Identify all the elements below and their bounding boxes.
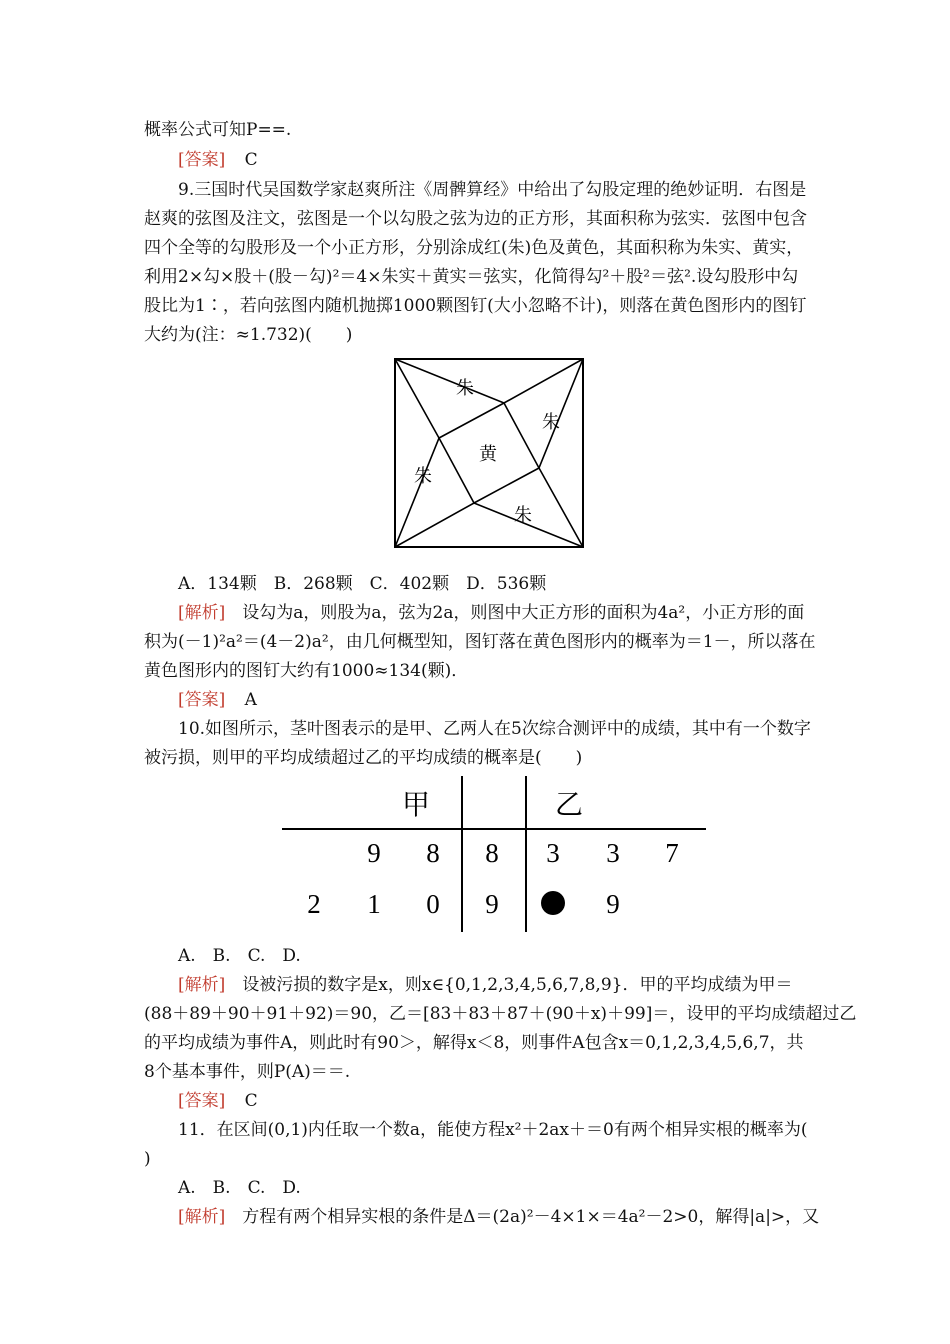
yi-leaf: 7 (665, 838, 679, 868)
xian-tu-diagram (394, 358, 584, 548)
jia-leaf: 9 (367, 838, 381, 868)
yi-leaf: 3 (546, 838, 560, 868)
solution-text: 方程有两个相异实根的条件是Δ＝(2a)²－4×1×＝4a²－2>0，解得|a|>，又 (225, 1207, 820, 1227)
solution-10-line: (88＋89＋90＋91＋92)＝90，乙＝[83＋83＋87＋(90＋x)＋99]＝，设甲的平均成绩超过乙 (144, 1004, 857, 1024)
yi-leaf: 9 (606, 889, 620, 919)
question-9-line: 利用2×勾×股＋(股－勾)²＝4×朱实＋黄实＝弦实，化简得勾²＋股²＝弦².设勾股形中勾 (144, 267, 799, 287)
answer-tag: [答案] (178, 690, 226, 710)
solution-10-line: 的平均成绩为事件A，则此时有90＞，解得x＜8，则事件A包含x＝0,1,2,3,4,5,6,7，共 (144, 1033, 804, 1053)
question-9-options: A．134颗 B．268颗 C．402颗 D．536颗 (178, 574, 547, 594)
question-11-line: ) (144, 1149, 151, 1169)
solution-10-line (178, 973, 792, 997)
solution-9-line (178, 601, 804, 625)
label-zhu-right: 朱 (542, 412, 560, 433)
text-line: 概率公式可知P==. (144, 120, 292, 140)
question-9-line: 9.三国时代吴国数学家赵爽所注《周髀算经》中给出了勾股定理的绝妙证明．右图是 (178, 180, 807, 200)
answer-value: C (244, 150, 258, 170)
solution-text: 设勾为a，则股为a，弦为2a，则图中大正方形的面积为4a²，小正方形的面 (225, 603, 805, 623)
jia-leaf: 2 (307, 889, 321, 919)
stem-value: 9 (485, 889, 499, 919)
question-10-line: 被污损，则甲的平均成绩超过乙的平均成绩的概率是( ) (144, 748, 583, 768)
question-10-line: 10.如图所示，茎叶图表示的是甲、乙两人在5次综合测评中的成绩，其中有一个数字 (178, 719, 811, 739)
solution-9-line: 积为(－1)²a²＝(4－2)a²，由几何概型知，图钉落在黄色图形内的概率为＝1－，所以落在 (144, 632, 816, 652)
solution-10-line: 8个基本事件，则P(A)＝＝. (144, 1062, 351, 1082)
solution-tag: [解析] (178, 1207, 226, 1227)
question-10-options: A. B. C. D. (178, 946, 301, 966)
solution-text: 设被污损的数字是x，则x∈{0,1,2,3,4,5,6,7,8,9}．甲的平均成绩为甲＝ (225, 975, 793, 995)
jia-leaf: 0 (426, 889, 440, 919)
answer-line (178, 688, 257, 712)
stem-value: 8 (485, 838, 499, 868)
question-11-line: 11．在区间(0,1)内任取一个数a，能使方程x²＋2ax＋＝0有两个相异实根的概率为( (178, 1120, 808, 1140)
header-yi: 乙 (554, 788, 584, 821)
question-11-options: A. B. C. D. (178, 1178, 301, 1198)
answer-value: A (244, 690, 257, 710)
label-zhu-bottom: 朱 (514, 505, 532, 526)
stem-leaf-chart (282, 776, 706, 932)
label-zhu-left: 朱 (414, 466, 432, 487)
solution-tag: [解析] (178, 975, 226, 995)
label-zhu-top: 朱 (456, 378, 474, 399)
smudged-digit (541, 891, 565, 915)
jia-leaf: 8 (426, 838, 440, 868)
header-jia: 甲 (401, 788, 431, 821)
solution-tag: [解析] (178, 603, 226, 623)
yi-leaf: 3 (606, 838, 620, 868)
question-9-line: 股比为1∶，若向弦图内随机抛掷1000颗图钉(大小忽略不计)，则落在黄色图形内的图钉 (144, 296, 807, 316)
answer-value: C (244, 1091, 258, 1111)
question-9-line: 四个全等的勾股形及一个小正方形，分别涂成红(朱)色及黄色，其面积称为朱实、黄实， (144, 238, 804, 258)
question-9-line: 赵爽的弦图及注文，弦图是一个以勾股之弦为边的正方形，其面积称为弦实．弦图中包含 (144, 209, 807, 229)
answer-line (178, 1089, 258, 1113)
solution-11-line (178, 1205, 819, 1229)
answer-tag: [答案] (178, 1091, 226, 1111)
answer-tag: [答案] (178, 150, 226, 170)
answer-line (178, 148, 258, 172)
question-9-line: 大约为(注：≈1.732)( ) (144, 325, 353, 345)
jia-leaf: 1 (367, 889, 381, 919)
label-huang: 黄 (479, 444, 497, 465)
solution-9-line: 黄色图形内的图钉大约有1000≈134(颗)． (144, 661, 469, 681)
